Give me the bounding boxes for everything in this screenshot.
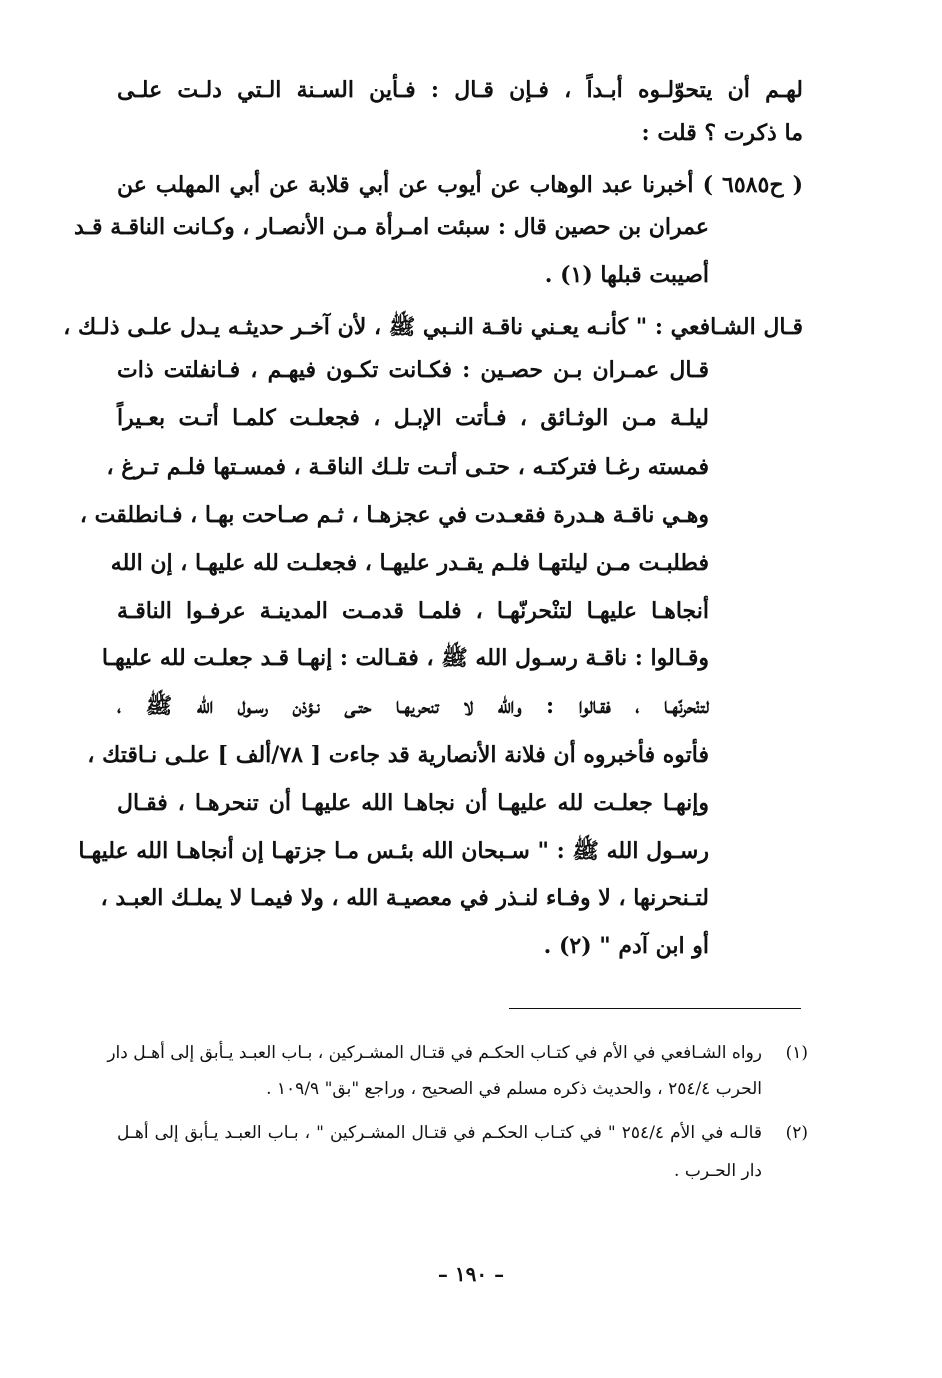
- page-number: – ١٩٠ –: [437, 1262, 505, 1286]
- body-line-1: لهـم أن يتحوّلـوه أبـداً ، فـإن قـال : فـأين السـنة الـتي دلـت علـى: [117, 77, 803, 103]
- hadith-line-1: ( ح٦٥٨٥ ) أخبرنا عبد الوهاب عن أيوب عن أبي قلابة عن أبي المهلب عن: [117, 172, 803, 198]
- shafii-line-10: فأتوه فأخبروه أن فلانة الأنصارية قد جاءت [ ٧٨/ألف ] علـى نـاقتك ،: [87, 742, 709, 768]
- body-line-2: ما ذكرت ؟ قلت :: [641, 120, 803, 146]
- shafii-line-8: وقـالوا : ناقـة رسـول الله ﷺ ، فقـالت : إنهـا قـد جعلـت لله عليهـا: [101, 645, 709, 671]
- shafii-line-12: رسـول الله ﷺ : " سـبحان الله بئـس مـا جزتهـا إن أنجاهـا الله عليهـا: [78, 838, 709, 864]
- shafii-line-5: وهـي ناقـة هـدرة فقعـدت في عجزهـا ، ثـم صـاحت بهـا ، فـانطلقت ،: [79, 502, 709, 528]
- footnote-2-line-1: قالـه في الأم ٢٥٤/٤ " في كتـاب الحكـم في قتـال المشـركين " ، بـاب العبـد يـأبق إلى أهـل: [117, 1123, 762, 1143]
- footnote-1-line-2: الحرب ٢٥٤/٤ ، والحديث ذكره مسلم في الصحيح ، وراجع "بق" ١٠٩/٩ .: [266, 1079, 762, 1099]
- footnote-2-number: (٢): [785, 1123, 808, 1143]
- shafii-line-11: وإنهـا جعلـت لله عليهـا أن نجاهـا الله عليهـا أن تنحرهـا ، فقـال: [117, 790, 709, 816]
- hadith-line-3: أصيبت قبلها (١) .: [544, 262, 709, 288]
- shafii-line-7: أنجاهـا عليهـا لتنْحرنّهـا ، فلمـا قدمـت المدينـة عرفـوا الناقـة: [117, 598, 709, 624]
- footnote-1-number: (١): [785, 1043, 808, 1063]
- footnote-separator: [509, 1008, 801, 1009]
- shafii-line-14: أو ابن آدم " (٢) .: [543, 933, 709, 959]
- shafii-line-4: فمسته رغـا فتركتـه ، حتـى أتـت تلـك الناقـة ، فمسـتها فلـم تـرغ ،: [106, 454, 709, 480]
- footnote-2-line-2: دار الحـرب .: [674, 1161, 762, 1181]
- footnote-1-line-1: رواه الشـافعي في الأم في كتـاب الحكـم في قتـال المشـركين ، بـاب العبـد يـأبق إلى أهـل دار: [107, 1043, 762, 1063]
- shafii-line-9: لتنْحرنّهـا ، فقـالوا : والله لا تنحريهـا حتـى نـؤذن رسـول الله ﷺ ،: [117, 693, 709, 719]
- shafii-line-13: لتـنحرنها ، لا وفـاء لنـذر في معصيـة الله ، ولا فيمـا لا يملـك العبـد ،: [100, 885, 709, 911]
- shafii-line-3: ليلـة مـن الوثـائق ، فـأتت الإبـل ، فجعلـت كلمـا أتـت بعـيراً: [117, 405, 709, 431]
- shafii-line-2: قـال عمـران بـن حصـين : فكـانت تكـون فيهـم ، فـانفلتت ذات: [117, 357, 709, 383]
- shafii-line-1: قـال الشـافعي : " كأنـه يعـني ناقـة النـبي ﷺ ، لأن آخـر حديثـه يـدل علـى ذلـك ،: [63, 314, 803, 340]
- shafii-line-6: فطلبـت مـن ليلتهـا فلـم يقـدر عليهـا ، فجعلـت لله عليهـا ، إن الله: [110, 550, 709, 576]
- hadith-line-2: عمران بن حصين قال : سبئت امـرأة مـن الأنصـار ، وكـانت الناقـة قـد: [74, 214, 709, 240]
